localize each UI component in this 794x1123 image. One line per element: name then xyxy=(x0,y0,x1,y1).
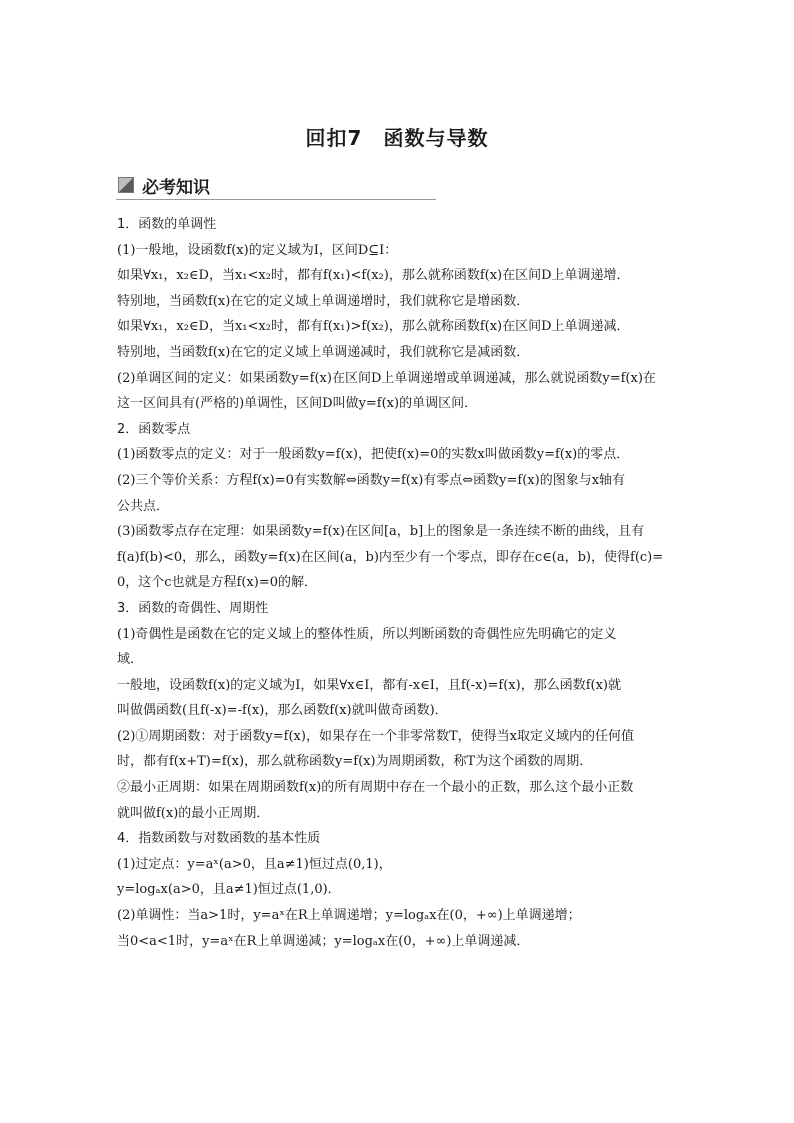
text-line: (2)①周期函数：对于函数y=f(x)，如果存在一个非零常数T，使得当x取定义域内的任何值 xyxy=(117,728,634,744)
heading-exp-log: 4．指数函数与对数函数的基本性质 xyxy=(117,831,321,847)
text-line: 时，都有f(x+T)=f(x)，那么就称函数y=f(x)为周期函数，称T为这个函数的周期． xyxy=(117,754,593,770)
text-line: 域． xyxy=(117,652,144,668)
text-line: (1)函数零点的定义：对于一般函数y=f(x)，把使f(x)=0的实数x叫做函数y=f(x)的零点． xyxy=(117,447,630,463)
section-marker-icon xyxy=(118,177,134,193)
page-title: 回扣7 函数与导数 xyxy=(305,126,489,150)
text-line: ②最小正周期：如果在周期函数f(x)的所有周期中存在一个最小的正数，那么这个最小正数 xyxy=(117,780,634,796)
text-line: (1)奇偶性是函数在它的定义域上的整体性质，所以判断函数的奇偶性应先明确它的定义 xyxy=(117,626,617,642)
heading-monotonicity: 1．函数的单调性 xyxy=(117,217,217,232)
text-line: (1)一般地，设函数f(x)的定义域为I，区间D⊆I： xyxy=(117,242,398,258)
text-line: 公共点． xyxy=(117,498,170,514)
text-line: (3)函数零点存在定理：如果函数y=f(x)在区间[a，b]上的图象是一条连续不断的曲线，且有 xyxy=(117,524,645,540)
section-header xyxy=(116,171,436,200)
text-line: 当0<a<1时，y=aˣ在R上单调递减；y=logₐx在(0，+∞)上单调递减． xyxy=(117,933,530,949)
text-line: 这一区间具有(严格的)单调性，区间D叫做y=f(x)的单调区间． xyxy=(117,396,478,412)
text-line: (2)三个等价关系：方程f(x)=0有实数解⇔函数y=f(x)有零点⇔函数y=f(x)的图象与x轴有 xyxy=(117,472,626,488)
content-body xyxy=(117,212,679,954)
text-line: (2)单调性：当a>1时，y=aˣ在R上单调递增；y=logₐx在(0，+∞)上单调递增； xyxy=(117,908,581,924)
text-line: 就叫做f(x)的最小正周期． xyxy=(117,805,270,821)
text-line: 如果∀x₁，x₂∈D，当x₁<x₂时，都有f(x₁)>f(x₂)，那么就称函数f(x)在区间D上单调递减． xyxy=(117,319,630,335)
text-line: 如果∀x₁，x₂∈D，当x₁<x₂时，都有f(x₁)<f(x₂)，那么就称函数f(x)在区间D上单调递增． xyxy=(117,268,630,284)
text-line: (2)单调区间的定义：如果函数y=f(x)在区间D上单调递增或单调递减，那么就说函数y=f(x)在 xyxy=(117,370,656,386)
heading-parity-periodicity: 3．函数的奇偶性、周期性 xyxy=(117,600,269,616)
text-line: y=logₐx(a>0，且a≠1)恒过点(1,0)． xyxy=(117,882,341,898)
text-line: 特别地，当函数f(x)在它的定义域上单调递减时，我们就称它是减函数． xyxy=(117,344,530,360)
text-line: f(a)f(b)<0，那么，函数y=f(x)在区间(a，b)内至少有一个零点，即存在c∈(a，b)，使得f(c)= xyxy=(117,549,664,565)
text-line: 一般地，设函数f(x)的定义域为I，如果∀x∈I，都有-x∈I，且f(-x)=f(x)，那么函数f(x)就 xyxy=(117,677,621,693)
text-line: 0，这个c也就是方程f(x)=0的解． xyxy=(117,575,318,591)
text-line: (1)过定点：y=aˣ(a>0，且a≠1)恒过点(0,1)， xyxy=(117,856,392,872)
heading-zeros: 2．函数零点 xyxy=(117,421,191,437)
text-line: 叫做偶函数(且f(-x)=-f(x)，那么函数f(x)就叫做奇函数)． xyxy=(117,703,448,719)
section-label: 必考知识 xyxy=(142,178,210,198)
text-line: 特别地，当函数f(x)在它的定义域上单调递增时，我们就称它是增函数． xyxy=(117,293,530,309)
